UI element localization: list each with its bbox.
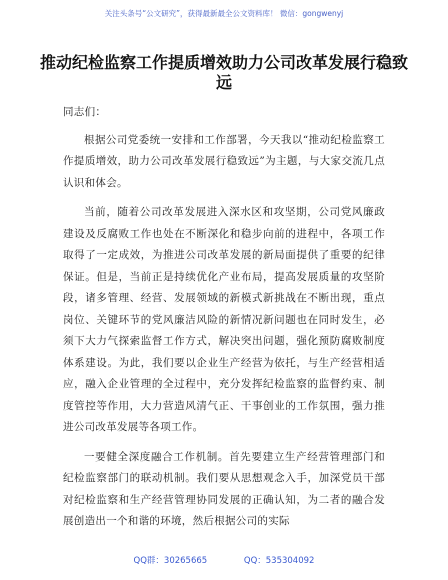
document-title: 推动纪检监察工作提质增效助力公司改革发展行稳致远 (40, 53, 409, 92)
paragraph-mechanism: 一要健全深度融合工作机制。首先要建立生产经营管理部门和纪检监察部门的联动机制。我们要从思想观念入手，加深党员干部对纪检监察和生产经营管理协同发展的正确认知，为二者的融合发展创造出一个和谐的环境，然后根据公司的实际 (63, 450, 385, 527)
paragraph-current-situation: 当前，随着公司改革发展进入深水区和攻坚期，公司党风廉政建设及反腐败工作也处在不断深化和稳步向前的进程中，各项工作取得了一定成效，为推进公司改革发展的新局面提供了重要的纪律保证。但是，当前正是持续优化产业布局，提高发展质量的攻坚阶段，诸多管理、经营、发展领域的新模式新挑战在不断出现，重点岗位、关键环节的党风廉洁风险的新情况新问题也在同时发生，必须下大力气探索监督工作方式，解决突出问题，强化预防腐败制度体系建设。为此，我们要以企业生产经营为依托，与生产经营相适应，融入企业管理的全过程中，充分发挥纪检监察的监督约束、制度管控等作用，大力营造风清气正、干事创业的工作氛围，强力推进公司改革发展等各项工作。 (63, 206, 385, 433)
footer-contact (0, 554, 448, 566)
qq-group-number: QQ群：30265665 (133, 556, 208, 566)
header-promo-note: 关注头条号“公文研究”，获得最新最全公文资料库！ 微信：gongwenyj (104, 9, 344, 18)
document-body (63, 102, 385, 541)
qq-number: QQ：535304092 (243, 556, 315, 566)
greeting: 同志们： (63, 106, 107, 118)
paragraph-intro: 根据公司党委统一安排和工作部署，今天我以“推动纪检监察工作提质增效，助力公司改革发展行稳致远”为主题，与大家交流几点认识和体会。 (63, 133, 385, 189)
